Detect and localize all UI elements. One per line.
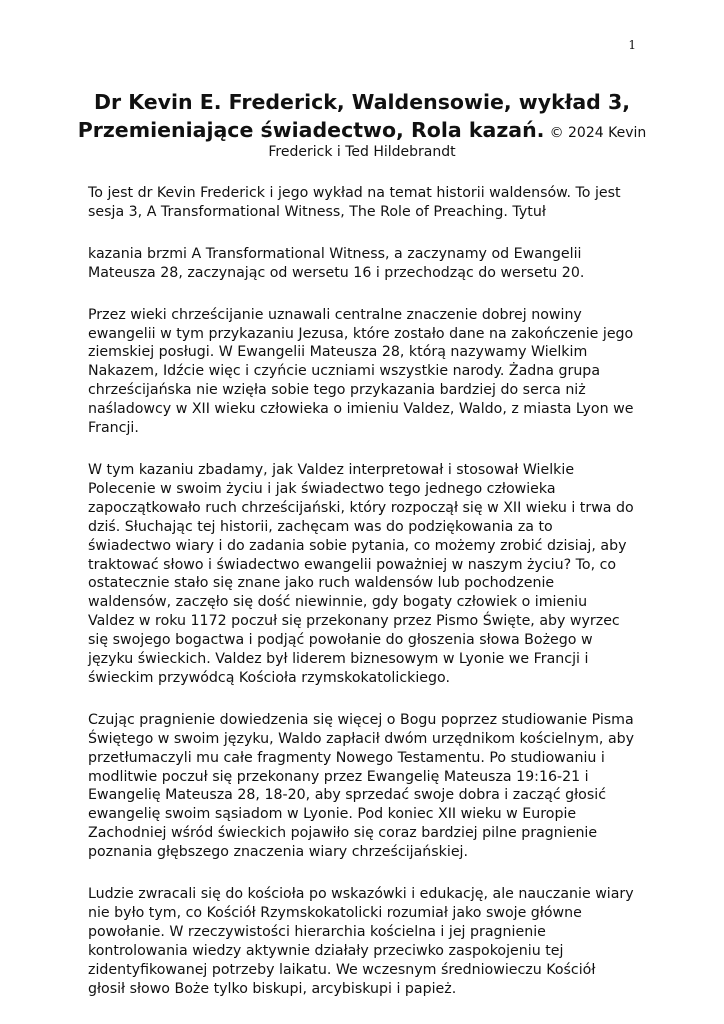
paragraph-5: Czując pragnienie dowiedzenia się więcej o Bogu poprzez studiowanie Pisma Świętego w swoim języku, Waldo zapłacił dwóm urzędnikom kościelnym, aby przetłumaczyli mu całe fragmenty Nowego Testamentu. Po studiowaniu i modlitwie poczuł się przekonany przez Ewangelię Mateusza 19:16-21 i Ewangelię Mateusza 28, 18-20, aby sprzedać swoje dobra i zacząć głosić ewangelię swoim sąsiadom w Lyonie. Pod koniec XII wieku w Europie Zachodniej wśród świeckich pojawiło się coraz bardziej pilne pragnienie poznania głębszego znaczenia wiary chrześcijańskiej. <box>88 711 635 861</box>
copyright-inline: © 2024 Kevin <box>549 125 647 141</box>
title-line-2-wrapper <box>70 116 654 144</box>
paragraph-2: kazania brzmi A Transformational Witness, a zaczynamy od Ewangelii Mateusza 28, zaczynając od wersetu 16 i przechodząc do wersetu 20. <box>88 245 585 281</box>
document-body <box>88 184 636 1022</box>
title-line-2: Przemieniające świadectwo, Rola kazań. <box>77 118 545 142</box>
copyright-line-2: Frederick i Ted Hildebrandt <box>268 144 456 160</box>
paragraph-6: Ludzie zwracali się do kościoła po wskazówki i edukację, ale nauczanie wiary nie było tym, co Kościół Rzymskokatolicki rozumiał jako swoje główne powołanie. W rzeczywistości hierarchia kościelna i jej pragnienie kontrolowania wiedzy aktywnie działały przeciwko zaspokojeniu tej zidentyfikowanej potrzeby laikatu. We wczesnym średniowieczu Kościół głosił słowo Boże tylko biskupi, arcybiskupi i papież. <box>88 886 634 997</box>
title-line-1: Dr Kevin E. Frederick, Waldensowie, wykład 3, <box>93 90 631 114</box>
paragraph-4: W tym kazaniu zbadamy, jak Valdez interpretował i stosował Wielkie Polecenie w swoim życiu i jak świadectwo tego jednego człowieka zapoczątkowało ruch chrześcijański, który rozpoczął się w XII wieku i trwa do dziś. Słuchając tej historii, zachęcam was do podziękowania za to świadectwo wiary i do zadania sobie pytania, co możemy zrobić dzisiaj, aby traktować słowo i świadectwo ewangelii poważniej w naszym życiu? To, co ostatecznie stało się znane jako ruch waldensów lub pochodzenie waldensów, zaczęło się dość niewinnie, gdy bogaty człowiek o imieniu Valdez w roku 1172 poczuł się przekonany przez Pismo Święte, aby wyrzec się swojego bogactwa i podjąć powołanie do głoszenia słowa Bożego w języku świeckich. Valdez był liderem biznesowym w Lyonie we Francji i świeckim przywódcą Kościoła rzymskokatolickiego. <box>88 461 634 686</box>
page-number: 1 <box>628 38 636 52</box>
paragraph-1: To jest dr Kevin Frederick i jego wykład na temat historii waldensów. To jest sesja 3, A Transformational Witness, The Role of Preaching. Tytuł <box>88 185 621 220</box>
document-header <box>70 88 654 160</box>
paragraph-3: Przez wieki chrześcijanie uznawali centralne znaczenie dobrej nowiny ewangelii w tym przykazaniu Jezusa, które zostało dane na zakończenie jego ziemskiej posługi. W Ewangelii Mateusza 28, którą nazywamy Wielkim Nakazem, Idźcie więc i czyńcie uczniami wszystkie narody. Żadna grupa chrześcijańska nie wzięła sobie tego przykazania bardziej do serca niż naśladowcy w XII wieku człowieka o imieniu Valdez, Waldo, z miasta Lyon we Francji. <box>88 306 634 437</box>
